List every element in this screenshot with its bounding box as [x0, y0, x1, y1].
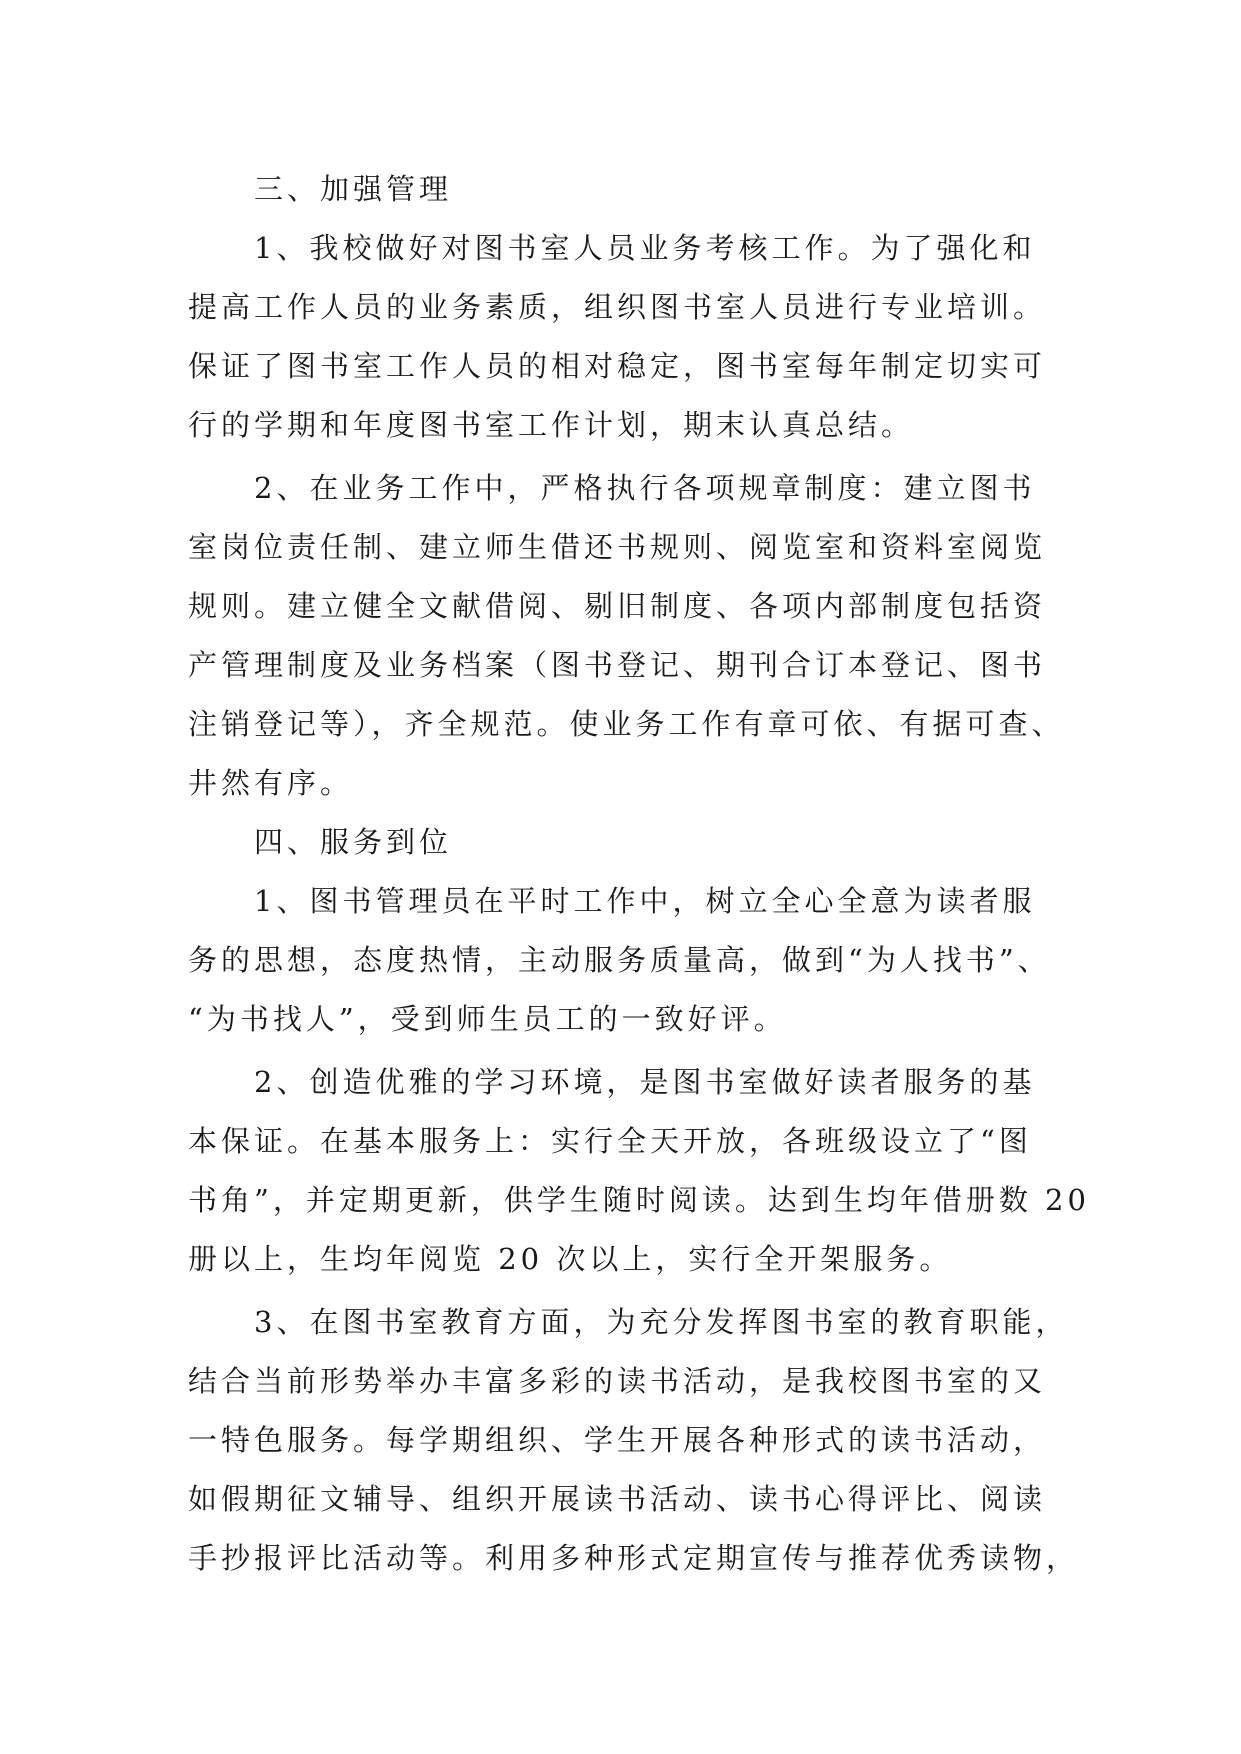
- paragraph-line: 1、我校做好对图书室人员业务考核工作。为了强化和: [254, 231, 1036, 265]
- paragraph-1-1: [188, 219, 1068, 455]
- paragraph-line: 手抄报评比活动等。利用多种形式定期宣传与推荐优秀读物，: [188, 1541, 1080, 1575]
- paragraph-line: 井然有序。: [188, 766, 354, 800]
- paragraph-line: 本保证。在基本服务上：实行全天开放，各班级设立了“图: [188, 1124, 1032, 1158]
- paragraph-line: 室岗位责任制、建立师生借还书规则、阅览室和资料室阅览: [188, 530, 1047, 564]
- paragraph-line: 保证了图书室工作人员的相对稳定，图书室每年制定切实可: [188, 349, 1047, 383]
- paragraph-line: 结合当前形势举办丰富多彩的读书活动，是我校图书室的又: [188, 1364, 1047, 1398]
- paragraph-1-2: [188, 459, 1068, 813]
- paragraph-2-2: [188, 1053, 1090, 1289]
- paragraph-line: 2、在业务工作中，严格执行各项规章制度：建立图书: [254, 471, 1036, 505]
- paragraph-line: 册以上，生均年阅览 20 次以上，实行全开架服务。: [188, 1242, 953, 1276]
- paragraph-line: 提高工作人员的业务素质，组织图书室人员进行专业培训。: [188, 290, 1047, 324]
- paragraph-line: 务的思想，态度热情，主动服务质量高，做到“为人找书”、: [188, 943, 1051, 977]
- section-heading-service: 四、服务到位: [254, 825, 453, 859]
- paragraph-line: 行的学期和年度图书室工作计划，期末认真总结。: [188, 408, 915, 442]
- document-body: [188, 160, 1090, 1588]
- paragraph-line: 如假期征文辅导、组织开展读书活动、读书心得评比、阅读: [188, 1482, 1047, 1516]
- paragraph-line: 3、在图书室教育方面，为充分发挥图书室的教育职能，: [254, 1305, 1069, 1339]
- paragraph-line: 规则。建立健全文献借阅、剔旧制度、各项内部制度包括资: [188, 589, 1047, 623]
- paragraph-line: “为书找人”，受到师生员工的一致好评。: [188, 1002, 787, 1036]
- paragraph-line: 注销登记等），齐全规范。使业务工作有章可依、有据可查、: [188, 707, 1065, 741]
- paragraph-line: 书角”，并定期更新，供学生随时阅读。达到生均年借册数 20: [188, 1183, 1090, 1217]
- section-heading-management: 三、加强管理: [254, 172, 453, 206]
- paragraph-2-1: [188, 872, 1068, 1049]
- paragraph-line: 产管理制度及业务档案（图书登记、期刊合订本登记、图书: [188, 648, 1047, 682]
- paragraph-line: 一特色服务。每学期组织、学生开展各种形式的读书活动，: [188, 1423, 1047, 1457]
- paragraph-2-3: [188, 1293, 1080, 1588]
- paragraph-line: 1、图书管理员在平时工作中，树立全心全意为读者服: [254, 884, 1036, 918]
- paragraph-line: 2、创造优雅的学习环境，是图书室做好读者服务的基: [254, 1065, 1036, 1099]
